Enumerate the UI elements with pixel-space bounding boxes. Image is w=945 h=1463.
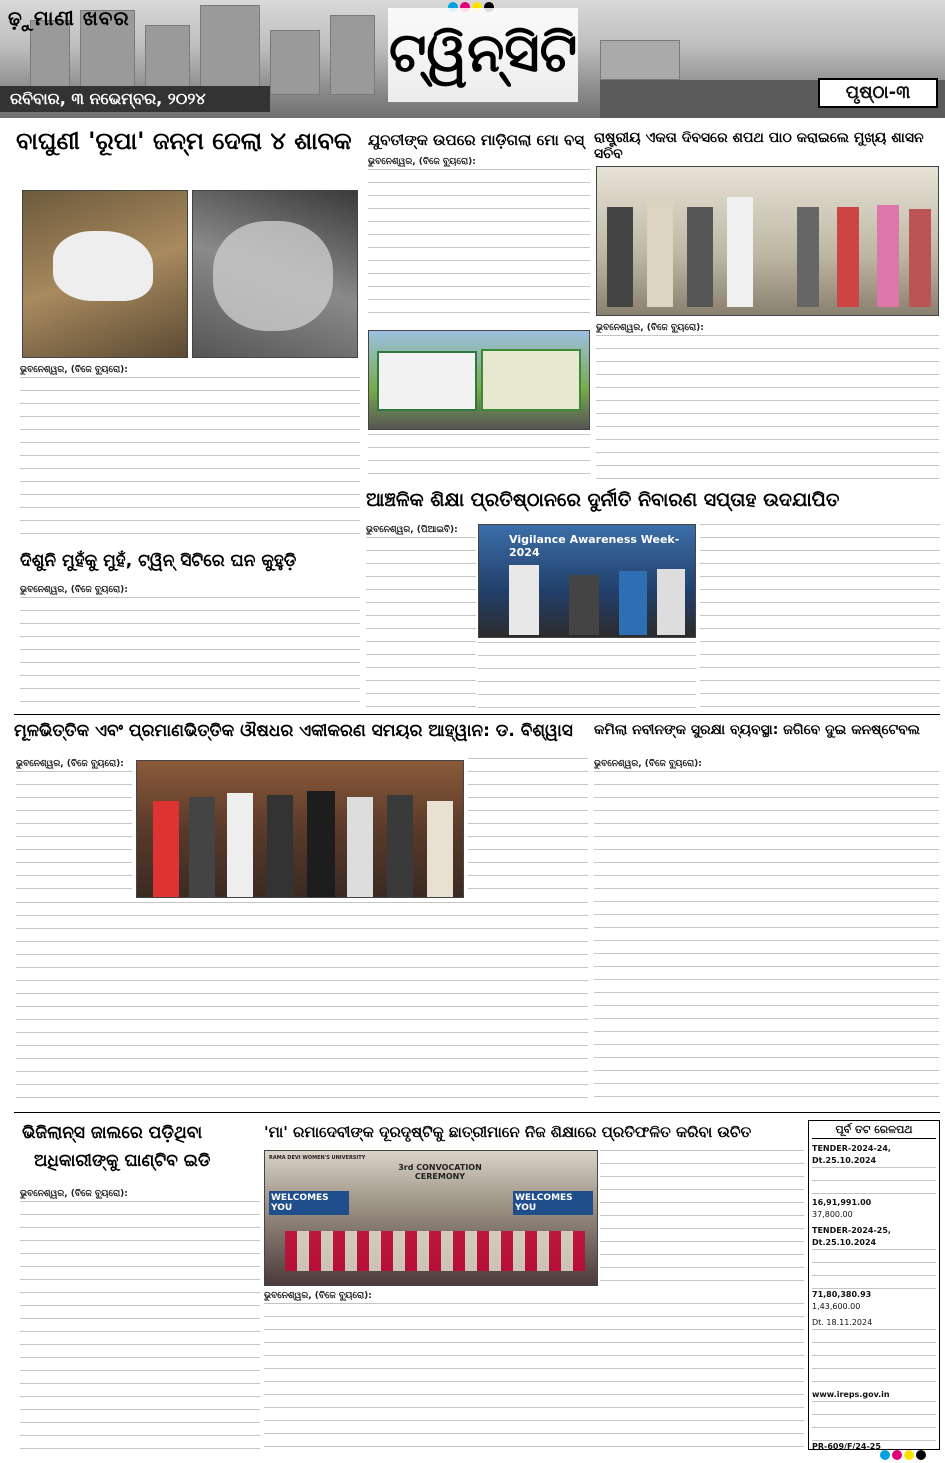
masthead bbox=[0, 0, 945, 118]
tender-code: PR-609/F/24-25 bbox=[812, 1442, 881, 1450]
vigilance-week-body-mid bbox=[478, 642, 696, 710]
cmyk-cyan-bottom bbox=[880, 1450, 890, 1460]
section-title: ଟ୍ୱିନ୍‌ସିଟି bbox=[388, 8, 578, 102]
fog-body bbox=[20, 584, 360, 710]
bus-headline: ଯୁବତୀଙ୍କ ଉପରେ ମାଡ଼ିଗଲା ମୋ ବସ୍ bbox=[368, 131, 585, 149]
security-dateline: ଭୁବନେଶ୍ୱର, (ବିଜେ ବ୍ୟୁରୋ): bbox=[594, 759, 702, 769]
tender-website-link[interactable]: www.ireps.gov.in bbox=[812, 1390, 890, 1399]
medicine-body-right bbox=[468, 758, 588, 898]
medicine-award-photo bbox=[136, 760, 464, 898]
tiger-dateline: ଭୁବନେଶ୍ୱର, (ବିଜେ ବ୍ୟୁରୋ): bbox=[20, 365, 128, 375]
cmyk-black-bottom bbox=[916, 1450, 926, 1460]
welcome-banner-left: WELCOMES YOU bbox=[269, 1191, 349, 1215]
paper-name: ଢ଼ୁମାଣୀ ଖବର bbox=[8, 6, 130, 30]
unity-pledge-photo bbox=[596, 166, 939, 316]
vigilance-banner-text: Vigilance Awareness Week-2024 bbox=[509, 533, 680, 559]
tiger-cubs-photo bbox=[192, 190, 358, 358]
unity-headline: ରାଷ୍ଟ୍ରୀୟ ଏକତା ଦିବସରେ ଶପଥ ପାଠ କରାଇଲେ ମୁଖ୍ୟ ଶାସନ ସଚିବ bbox=[594, 130, 924, 163]
cmyk-yellow-bottom bbox=[904, 1450, 914, 1460]
unity-dateline: ଭୁବନେଶ୍ୱର, (ବିଜେ ବ୍ୟୁରୋ): bbox=[596, 323, 704, 333]
vigilance-ed-headline-2: ଅଧିକାରୀଙ୍କୁ ଘାଣ୍ଟିବ ଇଡି bbox=[34, 1151, 211, 1171]
welcome-banner-right: WELCOMES YOU bbox=[513, 1191, 593, 1215]
tender-2-amount: 71,80,380.93 bbox=[812, 1290, 872, 1299]
convocation-body-right bbox=[600, 1150, 804, 1286]
medicine-dateline: ଭୁବନେଶ୍ୱର, (ବିଜେ ବ୍ୟୁରୋ): bbox=[16, 759, 124, 769]
vigilance-week-dateline: ଭୁବନେଶ୍ୱର, (ପିଆଇବି): bbox=[366, 525, 458, 535]
fog-headline: ଦିଶୁନି ମୁହଁକୁ ମୁହଁ, ଟ୍ୱିନ୍ ସିଟିରେ ଘନ କୁହୁଡ଼ି bbox=[20, 551, 297, 571]
security-body bbox=[594, 758, 939, 1106]
railway-tender-ad bbox=[808, 1120, 940, 1450]
bus-dateline: ଭୁବନେଶ୍ୱର, (ବିଜେ ବ୍ୟୁରୋ): bbox=[368, 157, 476, 167]
page-number: ପୃଷ୍ଠା-୩ bbox=[818, 78, 938, 108]
tiger-headline: ବାଘୁଣୀ 'ରୂପା' ଜନ୍ମ ଦେଲା ୪ ଶାବକ bbox=[16, 127, 352, 155]
white-tiger-photo bbox=[22, 190, 188, 358]
vigilance-ed-dateline: ଭୁବନେଶ୍ୱର, (ବିଜେ ବ୍ୟୁରୋ): bbox=[20, 1189, 128, 1199]
security-headline: କମିଲା ନବୀନଙ୍କ ସୁରକ୍ଷା ବ୍ୟବସ୍ଥା: ଜଗିବେ ଦୁଇ କନଷ୍ଟେବଲ bbox=[594, 722, 920, 738]
vigilance-ed-headline-1: ଭିଜିଲାନ୍ସ ଜାଲରେ ପଡ଼ିଥିବା bbox=[22, 1123, 203, 1143]
medicine-headline: ମୂଳଭିତ୍ତିକ ଏବଂ ପ୍ରମାଣଭିତ୍ତିକ ଔଷଧର ଏକୀକରଣ ସମୟର ଆହ୍ୱାନ: ଡ. ବିଶ୍ୱାସ bbox=[14, 721, 573, 741]
unity-body bbox=[596, 322, 939, 480]
tender-1-emd: 37,800.00 bbox=[812, 1210, 853, 1219]
convocation-photo bbox=[264, 1150, 598, 1286]
tender-1-amount: 16,91,991.00 bbox=[812, 1198, 872, 1207]
issue-date: ରବିବାର, ୩ ନଭେମ୍ବର, ୨୦୨୪ bbox=[0, 86, 270, 112]
convocation-stage-title: 3rd CONVOCATION CEREMONY bbox=[398, 1163, 482, 1181]
convocation-body-lower bbox=[264, 1290, 804, 1450]
vigilance-ed-body bbox=[20, 1188, 260, 1450]
convocation-dateline: ଭୁବନେଶ୍ୱର, (ବିଜେ ବ୍ୟୁରୋ): bbox=[264, 1291, 372, 1301]
tender-2-number: TENDER-2024-25, Dt.25.10.2024 bbox=[812, 1226, 891, 1247]
tender-1-number: TENDER-2024-24, Dt.25.10.2024 bbox=[812, 1144, 891, 1165]
convocation-headline: 'ମା' ରମାଦେବୀଙ୍କ ଦୂରଦୃଷ୍ଟିକୁ ଛାତ୍ରୀମାନେ ନିଜ ଶିକ୍ଷାରେ ପ୍ରତିଫଳିତ କରିବା ଉଚିତ bbox=[264, 1123, 752, 1141]
tender-closing-date: Dt. 18.11.2024 bbox=[812, 1318, 873, 1327]
bus-body bbox=[368, 156, 590, 326]
tender-2-emd: 1,43,600.00 bbox=[812, 1302, 861, 1311]
convocation-university-name: RAMA DEVI WOMEN'S UNIVERSITY bbox=[269, 1155, 366, 1161]
fog-dateline: ଭୁବନେଶ୍ୱର, (ବିଜେ ବ୍ୟୁରୋ): bbox=[20, 585, 128, 595]
medicine-body-left bbox=[16, 758, 132, 898]
medicine-body-lower bbox=[16, 902, 588, 1106]
vigilance-week-body-right bbox=[700, 524, 940, 710]
cmyk-magenta-bottom bbox=[892, 1450, 902, 1460]
bus-body-cont bbox=[368, 434, 590, 478]
bus-photo bbox=[368, 330, 590, 430]
tender-ad-title: ପୂର୍ବ ତଟ ରେଳପଥ bbox=[812, 1124, 936, 1139]
vigilance-week-body-left bbox=[366, 524, 476, 710]
vigilance-week-photo bbox=[478, 524, 696, 638]
tiger-body bbox=[20, 364, 360, 544]
vigilance-week-headline: ଆଞ୍ଚଳିକ ଶିକ୍ଷା ପ୍ରତିଷ୍ଠାନରେ ଦୁର୍ନୀତି ନିବାରଣ ସପ୍ତାହ ଉଦଯାପିତ bbox=[366, 489, 840, 511]
